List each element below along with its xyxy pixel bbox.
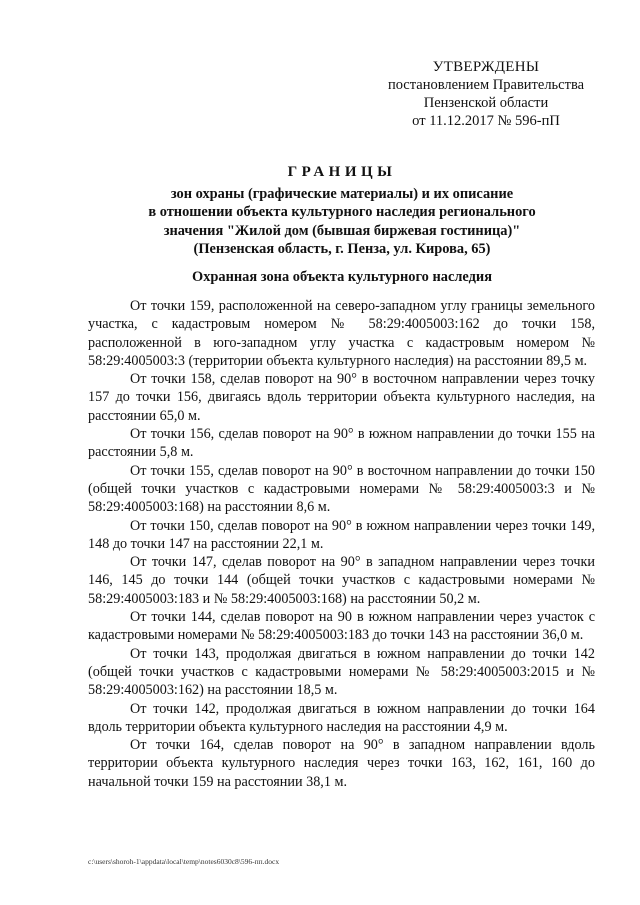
- heading-line-1: зон охраны (графические материалы) и их описание: [170, 185, 514, 202]
- paragraph: От точки 159, расположенной на северо-западном углу границы земельного участка, с кадастровым номером № 58:29:4005003:162 до точки 158, расположенной в юго-западном углу участка с кадастровым номером № 58:29:4005003:3 (территории объекта культурного наследия) на расстоянии 89,5 м.: [88, 298, 595, 369]
- approval-block: [370, 58, 602, 130]
- approval-line-1: постановлением Правительства: [387, 77, 585, 93]
- paragraph: От точки 164, сделав поворот на 90° в западном направлении вдоль территории объекта культурного наследия через точки 163, 162, 161, 160 до начальной точки 159 на расстоянии 38,1 м.: [88, 737, 595, 790]
- paragraph: От точки 158, сделав поворот на 90° в восточном направлении через точку 157 до точки 156, двигаясь вдоль территории объекта культурного наследия, на расстоянии 65,0 м.: [88, 371, 595, 424]
- paragraph: От точки 142, продолжая двигаться в южном направлении до точки 164 вдоль территории объекта культурного наследия на расстоянии 4,9 м.: [88, 700, 595, 735]
- paragraph: От точки 147, сделав поворот на 90° в западном направлении через точки 146, 145 до точки 144 (общей точки участков с кадастровыми номерами № 58:29:4005003:183 и № 58:29:4005003:168) на расстоянии 50,2 м.: [88, 554, 595, 607]
- paragraph: От точки 143, продолжая двигаться в южном направлении до точки 142 (общей точки участков с кадастровыми номерами № 58:29:4005003:2015 и № 58:29:4005003:162) на расстоянии 18,5 м.: [88, 645, 595, 699]
- heading-line-3: значения "Жилой дом (бывшая биржевая гостиница)": [163, 222, 521, 239]
- heading-title: ГРАНИЦЫ: [287, 164, 397, 180]
- section-title: Охранная зона объекта культурного наследия: [192, 269, 492, 285]
- approval-line-2: Пензенской области: [423, 95, 549, 111]
- approval-title: УТВЕРЖДЕНЫ: [432, 59, 540, 75]
- heading-line-2: в отношении объекта культурного наследия регионального: [148, 204, 536, 220]
- paragraph: От точки 144, сделав поворот на 90 в южном направлении через участок с кадастровыми номерами № 58:29:4005003:183 до точки 143 на расстоянии 36,0 м.: [88, 609, 595, 644]
- body-text: [88, 297, 595, 791]
- paragraph: От точки 156, сделав поворот на 90° в южном направлении до точки 155 на расстоянии 5,8 м.: [88, 426, 595, 461]
- paragraph: От точки 150, сделав поворот на 90° в южном направлении через точки 149, 148 до точки 147 на расстоянии 22,1 м.: [88, 517, 595, 552]
- file-path-footer: c:\users\shoroh-1\appdata\local\temp\notes6030c8\596-пп.docx: [88, 857, 280, 866]
- heading-line-4: (Пензенская область, г. Пенза, ул. Кирова, 65): [193, 241, 491, 257]
- paragraph: От точки 155, сделав поворот на 90° в восточном направлении до точки 150 (общей точки участков с кадастровыми номерами № 58:29:4005003:3 и № 58:29:4005003:168) на расстоянии 8,6 м.: [88, 462, 595, 516]
- document-heading: [88, 163, 596, 259]
- approval-line-3: от 11.12.2017 № 596-пП: [412, 113, 560, 129]
